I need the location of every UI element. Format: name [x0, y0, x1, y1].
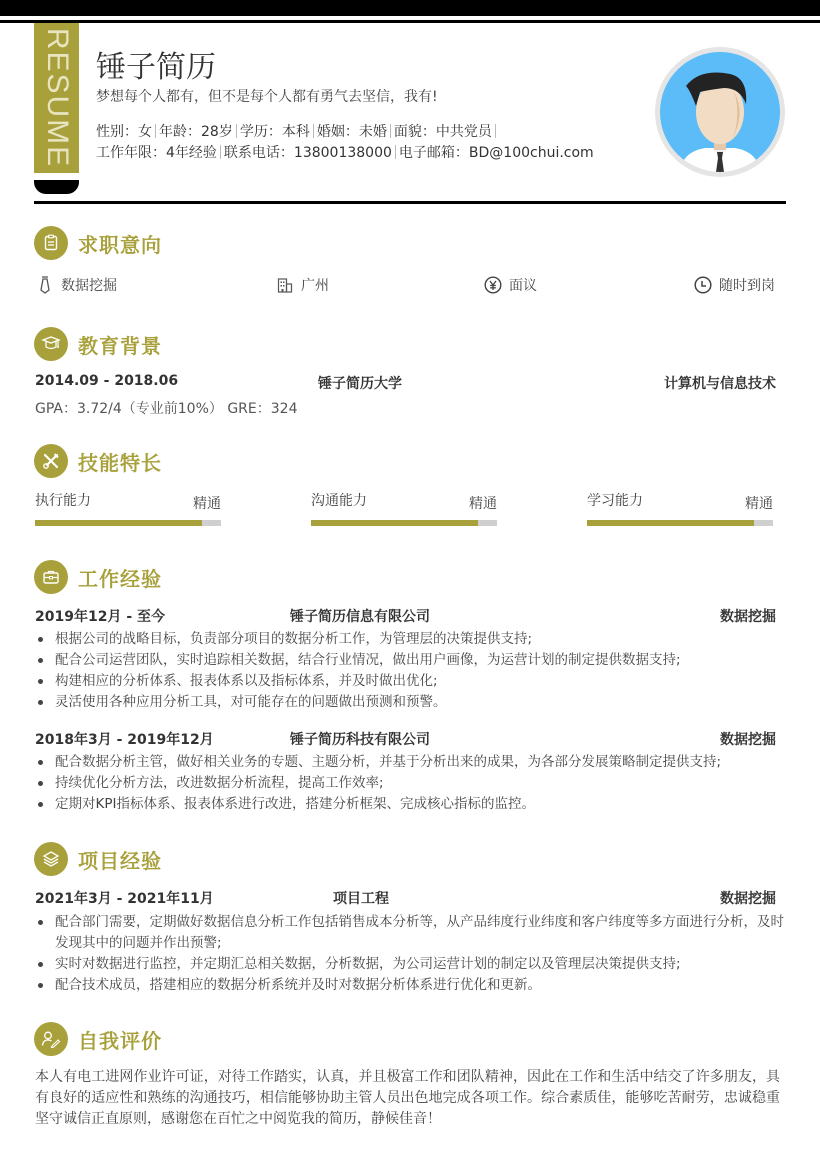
section-title-skills: 技能特长 — [78, 450, 162, 475]
info-email: 电子邮箱：BD@100chui.com — [398, 145, 594, 161]
job-bullet: 持续优化分析方法，改进数据分析流程，提高工作效率; — [35, 773, 785, 794]
skill-label: 学习能力 — [587, 493, 643, 509]
education-school: 锤子简历大学 — [318, 376, 402, 392]
intent-city — [276, 275, 329, 295]
section-header-projects — [34, 842, 162, 876]
skill-level: 精通 — [745, 496, 773, 512]
skill-bar-fill — [35, 520, 202, 526]
job-period: 2019年12月 - 至今 — [35, 609, 166, 625]
section-header-work — [34, 560, 162, 594]
header-divider — [34, 201, 786, 204]
job-period: 2018年3月 - 2019年12月 — [35, 732, 214, 748]
job-bullet: 灵活使用各种应用分析工具，对可能存在的问题做出预测和预警。 — [35, 692, 785, 713]
job-bullets — [35, 629, 785, 713]
project-name: 项目工程 — [333, 891, 389, 907]
intent-availability — [694, 275, 775, 295]
skill-item — [587, 490, 773, 530]
user-edit-icon — [34, 1022, 68, 1056]
section-header-skills — [34, 444, 162, 478]
skill-item — [35, 490, 221, 530]
avatar-illustration — [660, 52, 780, 172]
job-bullets — [35, 752, 785, 815]
tie-icon — [36, 276, 54, 294]
info-phone: 联系电话：13800138000 — [223, 145, 392, 161]
skill-bar-fill — [311, 520, 478, 526]
graduation-cap-icon — [34, 327, 68, 361]
intent-salary-label: 面议 — [509, 278, 537, 294]
self-evaluation-text: 本人有电工进网作业许可证，对待工作踏实，认真，并且极富工作和团队精神，因此在工作和生活中结交了许多朋友，具有良好的适应性和熟练的沟通技巧，相信能够协助主管人员出色地完成各项工作。综合素质佳，能够吃苦耐劳，忠诚稳重坚守诚信正直原则，感谢您在百忙之中阅览我的简历，静候佳音！ — [35, 1069, 780, 1127]
job-row — [35, 606, 776, 626]
job-intent-row — [36, 275, 776, 295]
info-age: 年龄：28岁 — [159, 124, 233, 140]
intent-salary — [484, 275, 537, 295]
yen-icon — [484, 276, 502, 294]
project-period: 2021年3月 - 2021年11月 — [35, 891, 214, 907]
personal-info-line-2 — [96, 142, 594, 162]
section-header-intent — [34, 226, 162, 260]
skill-label: 沟通能力 — [311, 493, 367, 509]
info-marital: 婚姻：未婚 — [316, 124, 387, 140]
divider — [395, 145, 396, 159]
intent-position-label: 数据挖掘 — [61, 278, 117, 294]
section-header-education — [34, 327, 162, 361]
personal-info-line-1 — [96, 121, 499, 141]
section-title-intent: 求职意向 — [78, 232, 162, 257]
skill-level: 精通 — [193, 496, 221, 512]
section-title-projects: 项目经验 — [78, 848, 162, 873]
clock-icon — [694, 276, 712, 294]
education-detail: GPA：3.72/4（专业前10%） GRE：324 — [35, 401, 298, 417]
education-major: 计算机与信息技术 — [664, 376, 776, 392]
candidate-name: 锤子简历 — [96, 50, 216, 85]
project-bullets — [35, 912, 785, 996]
resume-tag-text: RESUME — [40, 27, 74, 169]
motto: 梦想每个人都有，但不是每个人都有勇气去坚信，我有! — [96, 89, 438, 105]
top-border-thick — [0, 0, 820, 16]
skill-bar-fill — [587, 520, 754, 526]
job-company: 锤子简历信息有限公司 — [290, 609, 430, 625]
job-company: 锤子简历科技有限公司 — [290, 732, 430, 748]
skill-level: 精通 — [469, 496, 497, 512]
briefcase-icon — [34, 560, 68, 594]
section-title-self-eval: 自我评价 — [78, 1028, 162, 1053]
job-bullet: 配合公司运营团队，实时追踪相关数据，结合行业情况，做出用户画像，为运营计划的制定提供数据支持; — [35, 650, 785, 671]
divider — [236, 124, 237, 138]
job-bullet: 构建相应的分析体系、报表体系以及指标体系，并及时做出优化; — [35, 671, 785, 692]
section-title-work: 工作经验 — [78, 566, 162, 591]
info-work-years: 工作年限：4年经验 — [96, 145, 217, 161]
job-bullet: 配合数据分析主管，做好相关业务的专题、主题分析，并基于分析出来的成果，为各部分发展策略制定提供支持; — [35, 752, 785, 773]
skill-label: 执行能力 — [35, 493, 91, 509]
info-political: 面貌：中共党员 — [393, 124, 492, 140]
education-period: 2014.09 - 2018.06 — [35, 373, 179, 389]
intent-availability-label: 随时到岗 — [719, 278, 775, 294]
project-bullet: 配合技术成员，搭建相应的数据分析系统并及时对数据分析体系进行优化和更新。 — [35, 975, 785, 996]
info-education: 学历：本科 — [239, 124, 310, 140]
job-bullet: 根据公司的战略目标，负责部分项目的数据分析工作，为管理层的决策提供支持; — [35, 629, 785, 650]
avatar — [655, 47, 785, 177]
intent-position — [36, 275, 117, 295]
divider — [495, 124, 496, 138]
top-border-thin — [0, 20, 820, 23]
resume-tab — [34, 23, 79, 173]
section-title-education: 教育背景 — [78, 333, 162, 358]
skill-bar — [587, 520, 773, 526]
section-header-self-eval — [34, 1022, 162, 1056]
project-row — [35, 888, 776, 908]
job-role: 数据挖掘 — [720, 732, 776, 748]
clipboard-icon — [34, 226, 68, 260]
resume-tab-foot — [34, 180, 79, 194]
project-bullet: 实时对数据进行监控，并定期汇总相关数据，分析数据，为公司运营计划的制定以及管理层决策提供支持; — [35, 954, 785, 975]
tools-icon — [34, 444, 68, 478]
project-role: 数据挖掘 — [720, 891, 776, 907]
skill-bar — [311, 520, 497, 526]
layers-icon — [34, 842, 68, 876]
divider — [155, 124, 156, 138]
job-bullet: 定期对KPI指标体系、报表体系进行改进，搭建分析框架、完成核心指标的监控。 — [35, 794, 785, 815]
divider — [390, 124, 391, 138]
divider — [313, 124, 314, 138]
job-row — [35, 729, 776, 749]
skill-item — [311, 490, 497, 530]
skill-bar — [35, 520, 221, 526]
job-role: 数据挖掘 — [720, 609, 776, 625]
education-row — [35, 373, 776, 393]
info-gender: 性别：女 — [96, 124, 152, 140]
divider — [220, 145, 221, 159]
intent-city-label: 广州 — [301, 278, 329, 294]
building-icon — [276, 276, 294, 294]
project-bullet: 配合部门需要，定期做好数据信息分析工作包括销售成本分析等，从产品纬度行业纬度和客户纬度等多方面进行分析，及时发现其中的问题并作出预警; — [35, 912, 785, 954]
